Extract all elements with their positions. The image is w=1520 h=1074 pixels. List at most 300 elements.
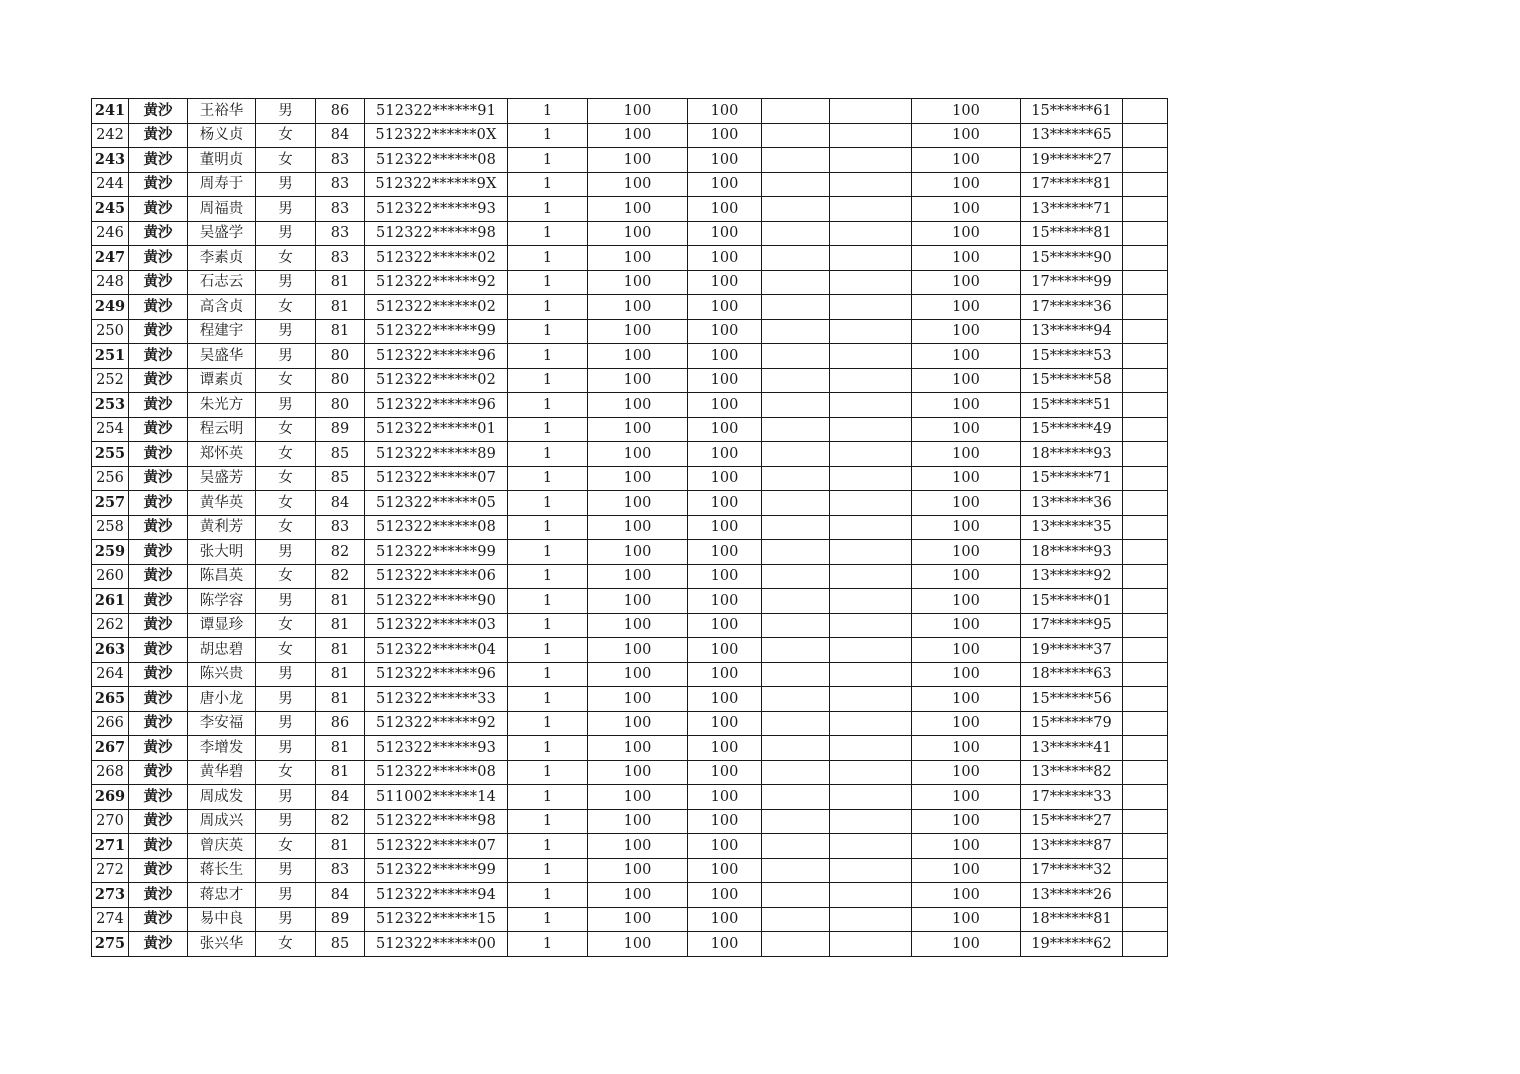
- cell-count: 1: [508, 417, 588, 442]
- cell-amount-a: 100: [588, 197, 688, 222]
- cell-count: 1: [508, 834, 588, 859]
- cell-count: 1: [508, 687, 588, 712]
- cell-row-number: 249: [92, 295, 129, 320]
- cell-amount-a: 100: [588, 736, 688, 761]
- cell-gender: 女: [256, 638, 316, 663]
- cell-age: 80: [316, 393, 365, 418]
- table-row: [92, 858, 1168, 883]
- cell-blank-c: [762, 858, 830, 883]
- cell-amount-b: 100: [688, 466, 762, 491]
- cell-note: [1123, 172, 1168, 197]
- cell-row-number: 252: [92, 368, 129, 393]
- cell-person-name: 李安福: [188, 711, 256, 736]
- cell-blank-d: [830, 613, 912, 638]
- cell-blank-c: [762, 270, 830, 295]
- cell-amount-b: 100: [688, 638, 762, 663]
- cell-blank-c: [762, 295, 830, 320]
- cell-town-name: 黄沙: [129, 344, 188, 369]
- cell-gender: 女: [256, 515, 316, 540]
- cell-blank-d: [830, 662, 912, 687]
- cell-row-number: 262: [92, 613, 129, 638]
- cell-row-number: 250: [92, 319, 129, 344]
- cell-amount-b: 100: [688, 883, 762, 908]
- cell-row-number: 254: [92, 417, 129, 442]
- table-row: [92, 442, 1168, 467]
- cell-blank-d: [830, 589, 912, 614]
- cell-id-number: 512322******99: [365, 319, 508, 344]
- table-row: [92, 246, 1168, 271]
- table-row: [92, 907, 1168, 932]
- cell-id-number: 512322******08: [365, 760, 508, 785]
- cell-person-name: 陈昌英: [188, 564, 256, 589]
- cell-row-number: 246: [92, 221, 129, 246]
- cell-gender: 女: [256, 564, 316, 589]
- cell-phone-number: 15******81: [1021, 221, 1123, 246]
- cell-person-name: 周成兴: [188, 809, 256, 834]
- cell-id-number: 512322******15: [365, 907, 508, 932]
- cell-amount-a: 100: [588, 858, 688, 883]
- cell-row-number: 271: [92, 834, 129, 859]
- cell-person-name: 李增发: [188, 736, 256, 761]
- cell-id-number: 512322******92: [365, 711, 508, 736]
- cell-age: 81: [316, 613, 365, 638]
- cell-blank-c: [762, 393, 830, 418]
- cell-blank-d: [830, 540, 912, 565]
- cell-phone-number: 15******71: [1021, 466, 1123, 491]
- cell-person-name: 蒋忠才: [188, 883, 256, 908]
- cell-count: 1: [508, 858, 588, 883]
- cell-count: 1: [508, 785, 588, 810]
- cell-blank-c: [762, 809, 830, 834]
- cell-amount-e: 100: [912, 491, 1021, 516]
- cell-count: 1: [508, 613, 588, 638]
- cell-count: 1: [508, 393, 588, 418]
- cell-count: 1: [508, 589, 588, 614]
- cell-phone-number: 15******51: [1021, 393, 1123, 418]
- cell-blank-d: [830, 809, 912, 834]
- cell-note: [1123, 736, 1168, 761]
- cell-person-name: 朱光方: [188, 393, 256, 418]
- cell-amount-e: 100: [912, 148, 1021, 173]
- cell-blank-d: [830, 148, 912, 173]
- cell-town-name: 黄沙: [129, 172, 188, 197]
- cell-blank-c: [762, 834, 830, 859]
- cell-amount-e: 100: [912, 834, 1021, 859]
- cell-age: 82: [316, 540, 365, 565]
- cell-id-number: 512322******91: [365, 99, 508, 124]
- cell-amount-a: 100: [588, 613, 688, 638]
- cell-gender: 男: [256, 736, 316, 761]
- cell-blank-c: [762, 417, 830, 442]
- cell-town-name: 黄沙: [129, 148, 188, 173]
- cell-blank-d: [830, 736, 912, 761]
- cell-age: 83: [316, 515, 365, 540]
- cell-town-name: 黄沙: [129, 515, 188, 540]
- cell-town-name: 黄沙: [129, 123, 188, 148]
- cell-phone-number: 15******56: [1021, 687, 1123, 712]
- cell-phone-number: 15******53: [1021, 344, 1123, 369]
- cell-count: 1: [508, 221, 588, 246]
- cell-count: 1: [508, 466, 588, 491]
- cell-town-name: 黄沙: [129, 368, 188, 393]
- cell-amount-b: 100: [688, 148, 762, 173]
- cell-person-name: 黄利芳: [188, 515, 256, 540]
- cell-blank-c: [762, 785, 830, 810]
- cell-row-number: 247: [92, 246, 129, 271]
- cell-blank-c: [762, 564, 830, 589]
- cell-row-number: 248: [92, 270, 129, 295]
- cell-town-name: 黄沙: [129, 613, 188, 638]
- cell-age: 83: [316, 858, 365, 883]
- cell-count: 1: [508, 907, 588, 932]
- cell-phone-number: 13******92: [1021, 564, 1123, 589]
- cell-phone-number: 13******87: [1021, 834, 1123, 859]
- cell-row-number: 266: [92, 711, 129, 736]
- cell-town-name: 黄沙: [129, 907, 188, 932]
- cell-gender: 男: [256, 197, 316, 222]
- cell-person-name: 胡忠碧: [188, 638, 256, 663]
- cell-row-number: 241: [92, 99, 129, 124]
- cell-blank-c: [762, 148, 830, 173]
- cell-phone-number: 13******35: [1021, 515, 1123, 540]
- cell-amount-b: 100: [688, 515, 762, 540]
- cell-amount-e: 100: [912, 540, 1021, 565]
- cell-town-name: 黄沙: [129, 540, 188, 565]
- table-row: [92, 197, 1168, 222]
- cell-gender: 男: [256, 393, 316, 418]
- cell-gender: 男: [256, 540, 316, 565]
- cell-gender: 男: [256, 785, 316, 810]
- cell-phone-number: 17******32: [1021, 858, 1123, 883]
- cell-blank-d: [830, 466, 912, 491]
- cell-gender: 男: [256, 172, 316, 197]
- table-row: [92, 540, 1168, 565]
- table-row: [92, 760, 1168, 785]
- cell-blank-c: [762, 491, 830, 516]
- cell-town-name: 黄沙: [129, 834, 188, 859]
- cell-town-name: 黄沙: [129, 393, 188, 418]
- cell-town-name: 黄沙: [129, 883, 188, 908]
- cell-phone-number: 17******36: [1021, 295, 1123, 320]
- cell-age: 80: [316, 368, 365, 393]
- cell-id-number: 512322******05: [365, 491, 508, 516]
- table-row: [92, 711, 1168, 736]
- cell-count: 1: [508, 932, 588, 957]
- cell-amount-e: 100: [912, 172, 1021, 197]
- cell-blank-c: [762, 883, 830, 908]
- cell-town-name: 黄沙: [129, 809, 188, 834]
- cell-amount-b: 100: [688, 197, 762, 222]
- cell-row-number: 242: [92, 123, 129, 148]
- cell-row-number: 259: [92, 540, 129, 565]
- cell-town-name: 黄沙: [129, 711, 188, 736]
- cell-count: 1: [508, 638, 588, 663]
- cell-count: 1: [508, 883, 588, 908]
- cell-phone-number: 15******58: [1021, 368, 1123, 393]
- cell-amount-e: 100: [912, 613, 1021, 638]
- cell-blank-d: [830, 99, 912, 124]
- cell-amount-e: 100: [912, 711, 1021, 736]
- cell-phone-number: 13******41: [1021, 736, 1123, 761]
- cell-note: [1123, 442, 1168, 467]
- cell-amount-a: 100: [588, 466, 688, 491]
- cell-amount-b: 100: [688, 442, 762, 467]
- cell-amount-e: 100: [912, 883, 1021, 908]
- cell-gender: 男: [256, 858, 316, 883]
- cell-blank-d: [830, 319, 912, 344]
- cell-blank-d: [830, 858, 912, 883]
- cell-amount-a: 100: [588, 246, 688, 271]
- cell-age: 83: [316, 246, 365, 271]
- cell-amount-a: 100: [588, 932, 688, 957]
- cell-blank-c: [762, 246, 830, 271]
- cell-amount-a: 100: [588, 809, 688, 834]
- cell-amount-e: 100: [912, 417, 1021, 442]
- cell-id-number: 512322******07: [365, 834, 508, 859]
- cell-note: [1123, 368, 1168, 393]
- cell-amount-b: 100: [688, 834, 762, 859]
- cell-amount-e: 100: [912, 589, 1021, 614]
- cell-blank-d: [830, 932, 912, 957]
- cell-age: 84: [316, 883, 365, 908]
- cell-note: [1123, 687, 1168, 712]
- table-row: [92, 344, 1168, 369]
- cell-count: 1: [508, 809, 588, 834]
- cell-amount-a: 100: [588, 687, 688, 712]
- cell-blank-d: [830, 270, 912, 295]
- cell-blank-c: [762, 344, 830, 369]
- cell-note: [1123, 907, 1168, 932]
- cell-town-name: 黄沙: [129, 295, 188, 320]
- cell-gender: 男: [256, 221, 316, 246]
- cell-gender: 男: [256, 907, 316, 932]
- cell-amount-a: 100: [588, 711, 688, 736]
- cell-town-name: 黄沙: [129, 564, 188, 589]
- cell-row-number: 260: [92, 564, 129, 589]
- cell-town-name: 黄沙: [129, 662, 188, 687]
- cell-count: 1: [508, 491, 588, 516]
- cell-amount-e: 100: [912, 809, 1021, 834]
- table-row: [92, 932, 1168, 957]
- cell-id-number: 512322******93: [365, 197, 508, 222]
- cell-note: [1123, 662, 1168, 687]
- cell-phone-number: 13******26: [1021, 883, 1123, 908]
- table-row: [92, 809, 1168, 834]
- cell-amount-a: 100: [588, 760, 688, 785]
- cell-amount-b: 100: [688, 491, 762, 516]
- cell-amount-b: 100: [688, 589, 762, 614]
- cell-gender: 女: [256, 466, 316, 491]
- cell-town-name: 黄沙: [129, 197, 188, 222]
- cell-person-name: 石志云: [188, 270, 256, 295]
- cell-amount-b: 100: [688, 858, 762, 883]
- cell-count: 1: [508, 368, 588, 393]
- cell-person-name: 董明贞: [188, 148, 256, 173]
- cell-note: [1123, 883, 1168, 908]
- cell-blank-c: [762, 466, 830, 491]
- cell-amount-a: 100: [588, 662, 688, 687]
- cell-age: 81: [316, 736, 365, 761]
- cell-blank-d: [830, 393, 912, 418]
- cell-age: 81: [316, 589, 365, 614]
- cell-amount-e: 100: [912, 662, 1021, 687]
- table-row: [92, 221, 1168, 246]
- cell-row-number: 255: [92, 442, 129, 467]
- cell-amount-e: 100: [912, 319, 1021, 344]
- cell-note: [1123, 834, 1168, 859]
- cell-amount-e: 100: [912, 123, 1021, 148]
- cell-town-name: 黄沙: [129, 932, 188, 957]
- cell-note: [1123, 466, 1168, 491]
- cell-note: [1123, 319, 1168, 344]
- cell-phone-number: 19******27: [1021, 148, 1123, 173]
- cell-amount-b: 100: [688, 687, 762, 712]
- cell-person-name: 易中良: [188, 907, 256, 932]
- cell-amount-e: 100: [912, 907, 1021, 932]
- cell-town-name: 黄沙: [129, 638, 188, 663]
- cell-age: 81: [316, 270, 365, 295]
- roster-body: [92, 99, 1168, 957]
- table-row: [92, 417, 1168, 442]
- cell-gender: 女: [256, 834, 316, 859]
- cell-amount-e: 100: [912, 515, 1021, 540]
- cell-person-name: 王裕华: [188, 99, 256, 124]
- cell-amount-a: 100: [588, 515, 688, 540]
- cell-count: 1: [508, 344, 588, 369]
- cell-amount-b: 100: [688, 662, 762, 687]
- cell-count: 1: [508, 711, 588, 736]
- cell-id-number: 512322******06: [365, 564, 508, 589]
- cell-gender: 女: [256, 442, 316, 467]
- cell-amount-a: 100: [588, 907, 688, 932]
- cell-blank-c: [762, 613, 830, 638]
- cell-blank-c: [762, 932, 830, 957]
- cell-person-name: 谭素贞: [188, 368, 256, 393]
- cell-amount-b: 100: [688, 319, 762, 344]
- cell-age: 89: [316, 417, 365, 442]
- cell-note: [1123, 540, 1168, 565]
- cell-phone-number: 18******81: [1021, 907, 1123, 932]
- cell-amount-e: 100: [912, 344, 1021, 369]
- cell-gender: 女: [256, 148, 316, 173]
- cell-phone-number: 18******93: [1021, 540, 1123, 565]
- cell-age: 81: [316, 687, 365, 712]
- cell-row-number: 245: [92, 197, 129, 222]
- cell-amount-a: 100: [588, 564, 688, 589]
- cell-person-name: 程建宇: [188, 319, 256, 344]
- cell-blank-c: [762, 442, 830, 467]
- table-row: [92, 687, 1168, 712]
- cell-count: 1: [508, 295, 588, 320]
- table-row: [92, 319, 1168, 344]
- table-row: [92, 295, 1168, 320]
- cell-row-number: 265: [92, 687, 129, 712]
- cell-id-number: 512322******0X: [365, 123, 508, 148]
- cell-blank-c: [762, 662, 830, 687]
- cell-person-name: 蒋长生: [188, 858, 256, 883]
- cell-blank-d: [830, 246, 912, 271]
- cell-id-number: 512322******99: [365, 858, 508, 883]
- cell-amount-b: 100: [688, 344, 762, 369]
- cell-id-number: 512322******02: [365, 246, 508, 271]
- cell-amount-e: 100: [912, 442, 1021, 467]
- cell-count: 1: [508, 515, 588, 540]
- cell-phone-number: 15******61: [1021, 99, 1123, 124]
- cell-gender: 男: [256, 883, 316, 908]
- cell-age: 86: [316, 711, 365, 736]
- cell-age: 85: [316, 932, 365, 957]
- cell-amount-b: 100: [688, 932, 762, 957]
- cell-id-number: 512322******07: [365, 466, 508, 491]
- cell-amount-b: 100: [688, 417, 762, 442]
- cell-amount-b: 100: [688, 393, 762, 418]
- cell-row-number: 243: [92, 148, 129, 173]
- cell-note: [1123, 760, 1168, 785]
- cell-age: 83: [316, 172, 365, 197]
- cell-phone-number: 17******33: [1021, 785, 1123, 810]
- table-row: [92, 638, 1168, 663]
- cell-phone-number: 18******93: [1021, 442, 1123, 467]
- cell-person-name: 郑怀英: [188, 442, 256, 467]
- cell-row-number: 264: [92, 662, 129, 687]
- cell-phone-number: 15******90: [1021, 246, 1123, 271]
- table-row: [92, 589, 1168, 614]
- cell-id-number: 512322******00: [365, 932, 508, 957]
- cell-amount-a: 100: [588, 295, 688, 320]
- cell-note: [1123, 417, 1168, 442]
- cell-blank-c: [762, 221, 830, 246]
- cell-age: 86: [316, 99, 365, 124]
- cell-amount-e: 100: [912, 99, 1021, 124]
- cell-id-number: 512322******96: [365, 393, 508, 418]
- cell-row-number: 256: [92, 466, 129, 491]
- cell-note: [1123, 564, 1168, 589]
- cell-town-name: 黄沙: [129, 99, 188, 124]
- cell-row-number: 257: [92, 491, 129, 516]
- cell-row-number: 275: [92, 932, 129, 957]
- cell-row-number: 261: [92, 589, 129, 614]
- cell-amount-e: 100: [912, 687, 1021, 712]
- cell-blank-d: [830, 785, 912, 810]
- cell-blank-c: [762, 711, 830, 736]
- cell-phone-number: 15******01: [1021, 589, 1123, 614]
- cell-town-name: 黄沙: [129, 319, 188, 344]
- cell-age: 84: [316, 491, 365, 516]
- cell-phone-number: 17******81: [1021, 172, 1123, 197]
- cell-blank-c: [762, 319, 830, 344]
- cell-blank-c: [762, 99, 830, 124]
- cell-town-name: 黄沙: [129, 760, 188, 785]
- table-row: [92, 123, 1168, 148]
- cell-blank-d: [830, 515, 912, 540]
- cell-town-name: 黄沙: [129, 270, 188, 295]
- cell-person-name: 吴盛芳: [188, 466, 256, 491]
- cell-amount-e: 100: [912, 295, 1021, 320]
- cell-note: [1123, 491, 1168, 516]
- cell-blank-d: [830, 344, 912, 369]
- cell-amount-b: 100: [688, 99, 762, 124]
- cell-phone-number: 18******63: [1021, 662, 1123, 687]
- cell-amount-b: 100: [688, 711, 762, 736]
- cell-row-number: 274: [92, 907, 129, 932]
- cell-gender: 女: [256, 246, 316, 271]
- cell-note: [1123, 221, 1168, 246]
- cell-age: 81: [316, 662, 365, 687]
- cell-count: 1: [508, 123, 588, 148]
- cell-note: [1123, 344, 1168, 369]
- cell-amount-e: 100: [912, 270, 1021, 295]
- cell-town-name: 黄沙: [129, 221, 188, 246]
